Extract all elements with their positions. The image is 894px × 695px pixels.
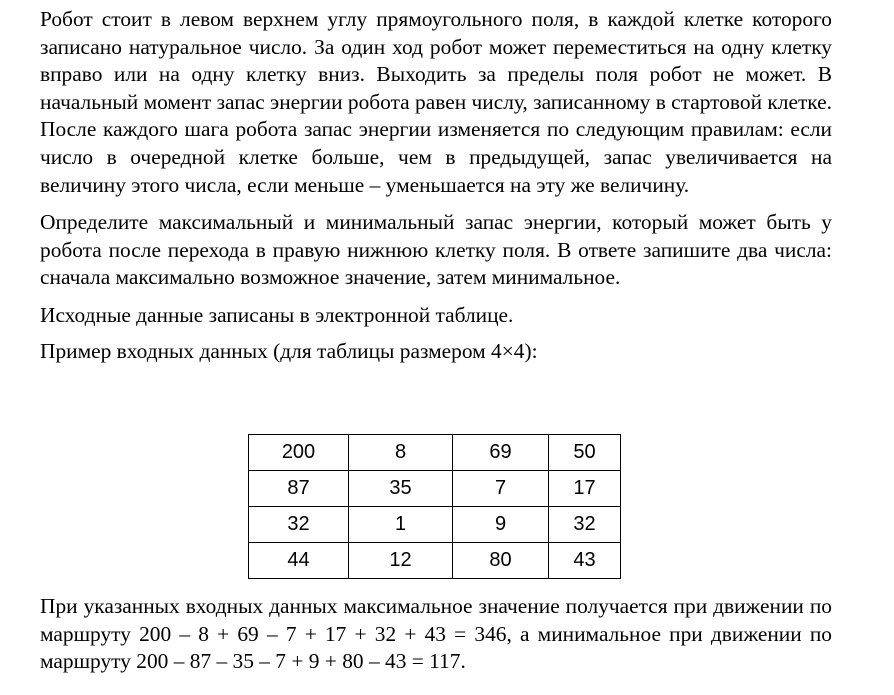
grid-row bbox=[249, 471, 621, 507]
paragraph-robot-rules: Робот стоит в левом верхнем углу прямоугольного поля, в каждой клетке которого записано натуральное число. За один ход робот может переместиться на одну клетку вправо или на одну клетку вниз. Выходить за пределы поля робот не может. В начальный момент запас энергии робота равен числу, записанному в стартовой клетке. После каждого шага робота запас энергии изменяется по следующим правилам: если число в очередной клетке больше, чем в предыдущей, запас увеличивается на величину этого числа, если меньше – уменьшается на эту же величину. bbox=[40, 7, 832, 197]
grid-cell: 69 bbox=[453, 435, 549, 471]
paragraph-example-intro: Пример входных данных (для таблицы размером 4×4): bbox=[40, 338, 538, 363]
grid-cell: 35 bbox=[349, 471, 453, 507]
example-explanation bbox=[40, 593, 832, 676]
grid-cell: 8 bbox=[349, 435, 453, 471]
example-grid bbox=[248, 434, 621, 579]
grid-row bbox=[249, 543, 621, 579]
grid-cell: 50 bbox=[549, 435, 621, 471]
grid-cell: 80 bbox=[453, 543, 549, 579]
grid-cell: 87 bbox=[249, 471, 349, 507]
example-grid-table bbox=[248, 434, 621, 579]
paragraph-task: Определите максимальный и минимальный запас энергии, который может быть у робота после перехода в правую нижнюю клетку поля. В ответе запишите два числа: сначала максимально возможное значение, затем минимальное. bbox=[40, 210, 832, 290]
grid-cell: 43 bbox=[549, 543, 621, 579]
grid-row bbox=[249, 507, 621, 543]
grid-cell: 200 bbox=[249, 435, 349, 471]
grid-cell: 32 bbox=[249, 507, 349, 543]
grid-cell: 7 bbox=[453, 471, 549, 507]
grid-row bbox=[249, 435, 621, 471]
grid-cell: 17 bbox=[549, 471, 621, 507]
grid-cell: 32 bbox=[549, 507, 621, 543]
grid-cell: 9 bbox=[453, 507, 549, 543]
paragraph-data-source: Исходные данные записаны в электронной таблице. bbox=[40, 302, 514, 327]
problem-text bbox=[40, 6, 832, 371]
grid-cell: 1 bbox=[349, 507, 453, 543]
grid-cell: 44 bbox=[249, 543, 349, 579]
paragraph-example-answer: При указанных входных данных максимальное значение получается при движении по маршруту 200 – 8 + 69 – 7 + 17 + 32 + 43 = 346, а минимальное при движении по маршруту 200 – 87 – 35 – 7 + 9 + 80 – 43 = 117. bbox=[40, 594, 832, 674]
grid-cell: 12 bbox=[349, 543, 453, 579]
